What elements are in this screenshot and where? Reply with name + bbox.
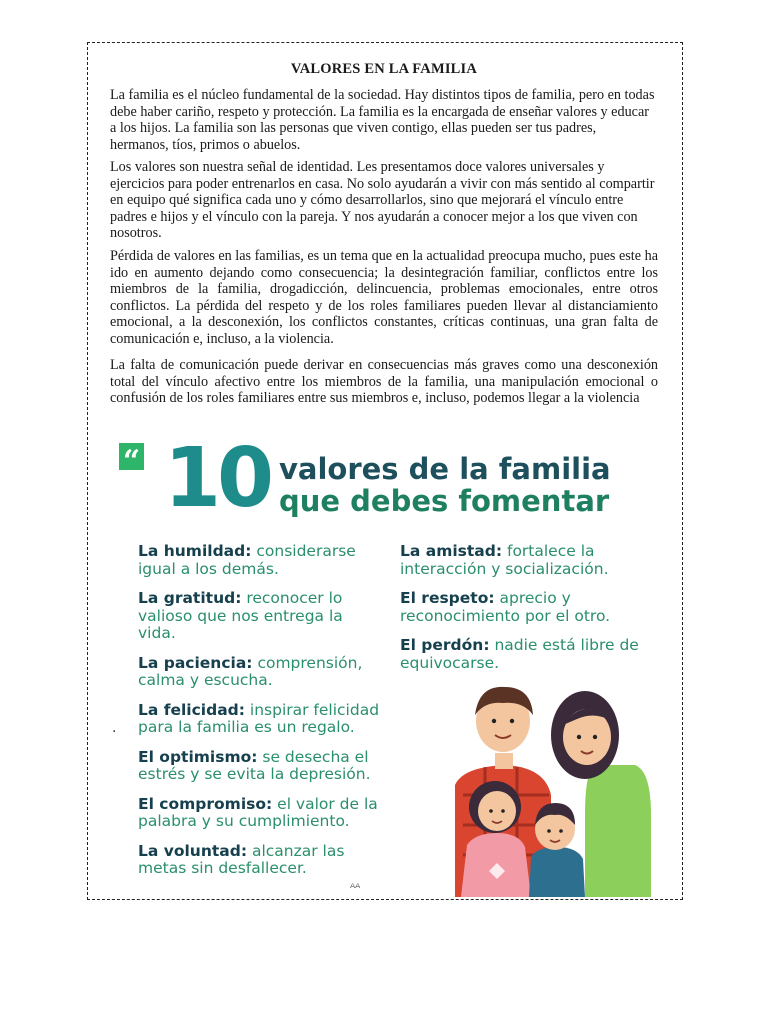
- value-desc: comprensión, calma y escucha.: [138, 653, 363, 689]
- value-desc: nadie está libre de equivocarse.: [400, 636, 639, 672]
- document-title: VALORES EN LA FAMILIA: [290, 61, 478, 77]
- headline-line-1: valores de la familia: [279, 452, 611, 486]
- value-term: La felicidad:: [138, 700, 245, 719]
- value-item: [138, 796, 383, 831]
- value-item: [138, 655, 383, 690]
- value-item: [400, 590, 650, 625]
- value-desc: el valor de la palabra y su cumplimiento.: [138, 794, 378, 830]
- value-item: [138, 702, 383, 737]
- family-illustration: [445, 675, 657, 897]
- paragraph-2: Los valores son nuestra señal de identidad. Les presentamos doce valores universales y ejercicios para poder entrenarlos en casa. No solo ayudarán a vivir con más sentido al compartir en equipo qué significa cada uno y cómo desarrollarlos, sino que mejorará el vínculo entre padres e hijos y el vínculo con la pareja. Y nos ayudarán a conocer mejor a los que viven con nosotros.: [110, 159, 655, 242]
- value-term: La humildad:: [138, 542, 252, 560]
- infographic-number: 10: [164, 437, 271, 526]
- value-desc: alcanzar las metas sin desfallecer.: [138, 841, 345, 877]
- values-infographic: [112, 437, 660, 897]
- value-term: La amistad:: [400, 542, 503, 560]
- value-desc: se desecha el estrés y se evita la depresión.: [138, 747, 371, 783]
- value-item: [400, 543, 650, 578]
- values-left-column: [138, 543, 383, 890]
- value-desc: considerarse igual a los demás.: [138, 542, 356, 578]
- paragraph-3: Pérdida de valores en las familias, es un tema que en la actualidad preocupa mucho, pues este ha ido en aumento dejando como consecuencia; la desintegración familiar, conflictos entre los miembros de la familia, drogadicción, delincuencia, problemas emocionales, entre otros conflictos. La pérdida del respeto y de los roles familiares pueden llevar al distanciamiento emocional, a la desconexión, los conflictos constantes, críticas continuas, una gran falta de comunicación e, incluso, a la violencia.: [110, 248, 658, 347]
- value-term: El optimismo:: [138, 747, 258, 766]
- decorative-mark: ᴬᴬ: [350, 881, 361, 895]
- value-item: [400, 637, 650, 672]
- value-item: [138, 749, 383, 784]
- values-right-column: [400, 543, 650, 684]
- value-term: La voluntad:: [138, 841, 248, 860]
- value-desc: aprecio y reconocimiento por el otro.: [400, 589, 611, 625]
- paragraph-1: La familia es el núcleo fundamental de la sociedad. Hay distintos tipos de familia, pero en todas debe haber cariño, respeto y protección. La familia es la encargada de enseñar valores y educar a los hijos. La familia son las personas que viven contigo, ellas pueden ser tus padres, hermanos, tíos, primos o abuelos.: [110, 87, 655, 153]
- value-term: El perdón:: [400, 636, 490, 654]
- value-desc: fortalece la interacción y socialización.: [400, 542, 609, 578]
- value-desc: inspirar felicidad para la familia es un regalo.: [138, 700, 380, 736]
- paragraph-4: La falta de comunicación puede derivar en consecuencias más graves como una desconexión total del vínculo afectivo entre los miembros de la familia, una manipulación emocional o confusión de los roles familiares entre sus miembros e, incluso, podemos llegar a la violencia: [110, 357, 658, 407]
- headline-line-2: que debes fomentar: [279, 484, 610, 518]
- value-term: El respeto:: [400, 589, 495, 607]
- value-term: La gratitud:: [138, 589, 242, 607]
- stray-dot: .: [112, 720, 117, 736]
- value-desc: reconocer lo valioso que nos entrega la vida.: [138, 589, 343, 642]
- value-term: La paciencia:: [138, 653, 253, 672]
- value-item: [138, 843, 383, 878]
- infographic-headline: [279, 453, 611, 517]
- value-item: [138, 543, 383, 578]
- value-item: [138, 590, 383, 643]
- quote-icon: “: [119, 443, 144, 470]
- value-term: El compromiso:: [138, 794, 273, 813]
